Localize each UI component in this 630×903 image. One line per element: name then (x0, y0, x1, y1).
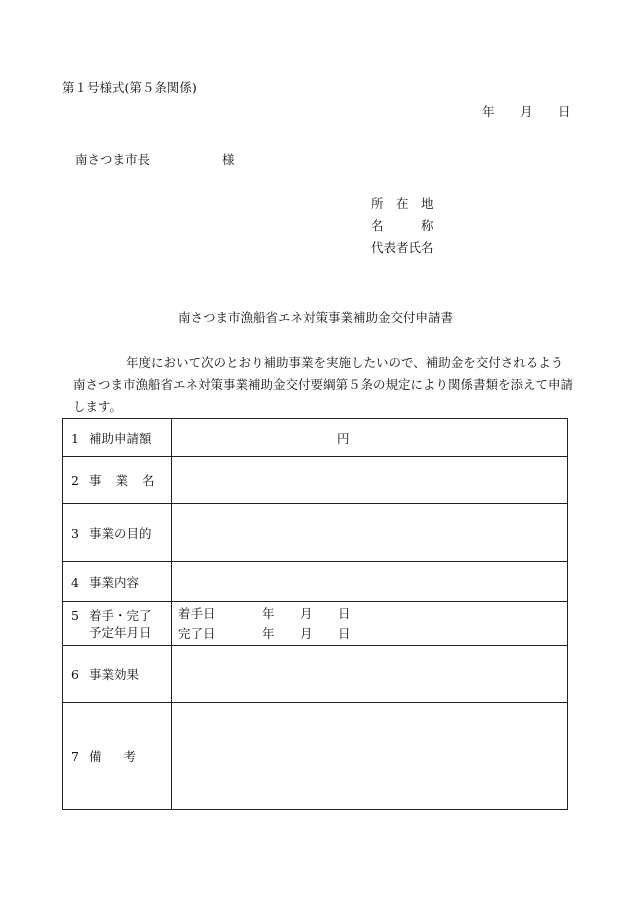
purpose-field[interactable] (172, 504, 568, 562)
date-month: 月 (520, 104, 533, 119)
table-row (63, 504, 568, 562)
row-label-effect: 6 事業効果 (63, 646, 172, 703)
table-row (63, 457, 568, 504)
document-title: 南さつま市漁船省エネ対策事業補助金交付申請書 (178, 310, 454, 325)
end-date-row: 完了日 年 月 日 (178, 625, 351, 641)
body-line-3: します。 (73, 399, 123, 414)
form-number: 第１号様式(第５条関係) (62, 80, 197, 95)
application-form-table (62, 418, 568, 810)
row-label-purpose: 3 事業の目的 (63, 504, 172, 562)
start-date-row: 着手日 年 月 日 (178, 605, 351, 621)
body-line-1: 年度において次のとおり補助事業を実施したいので、補助金を交付されるよう (126, 355, 564, 370)
date-year: 年 (482, 104, 495, 119)
yen-unit: 円 (337, 430, 350, 446)
table-row (63, 646, 568, 703)
table-row (63, 419, 568, 457)
body-line-2: 南さつま市漁船省エネ対策事業補助金交付要綱第５条の規定により関係書類を添えて申請 (73, 377, 574, 392)
date-day: 日 (558, 104, 571, 119)
amount-field[interactable] (172, 419, 568, 457)
remarks-field[interactable] (172, 703, 568, 810)
addressee-honorific: 様 (222, 152, 235, 167)
project-name-field[interactable] (172, 457, 568, 504)
date-line (482, 106, 571, 119)
applicant-representative-label: 代表者氏名 (371, 240, 434, 255)
schedule-field[interactable] (172, 602, 568, 646)
table-row (63, 703, 568, 810)
table-row (63, 562, 568, 602)
row-label-amount: 1 補助申請額 (63, 419, 172, 457)
applicant-address-label: 所 在 地 (371, 196, 434, 211)
row-label-schedule: 5 着手・完了 予定年月日 (63, 602, 172, 646)
table-row (63, 602, 568, 646)
content-field[interactable] (172, 562, 568, 602)
addressee-name: 南さつま市長 (75, 152, 151, 167)
effect-field[interactable] (172, 646, 568, 703)
body-text (73, 352, 573, 418)
row-label-project-name: 2 事業名 (63, 457, 172, 504)
row-label-content: 4 事業内容 (63, 562, 172, 602)
applicant-name-label: 名 称 (371, 218, 434, 233)
row-label-remarks: 7 備考 (63, 703, 172, 810)
